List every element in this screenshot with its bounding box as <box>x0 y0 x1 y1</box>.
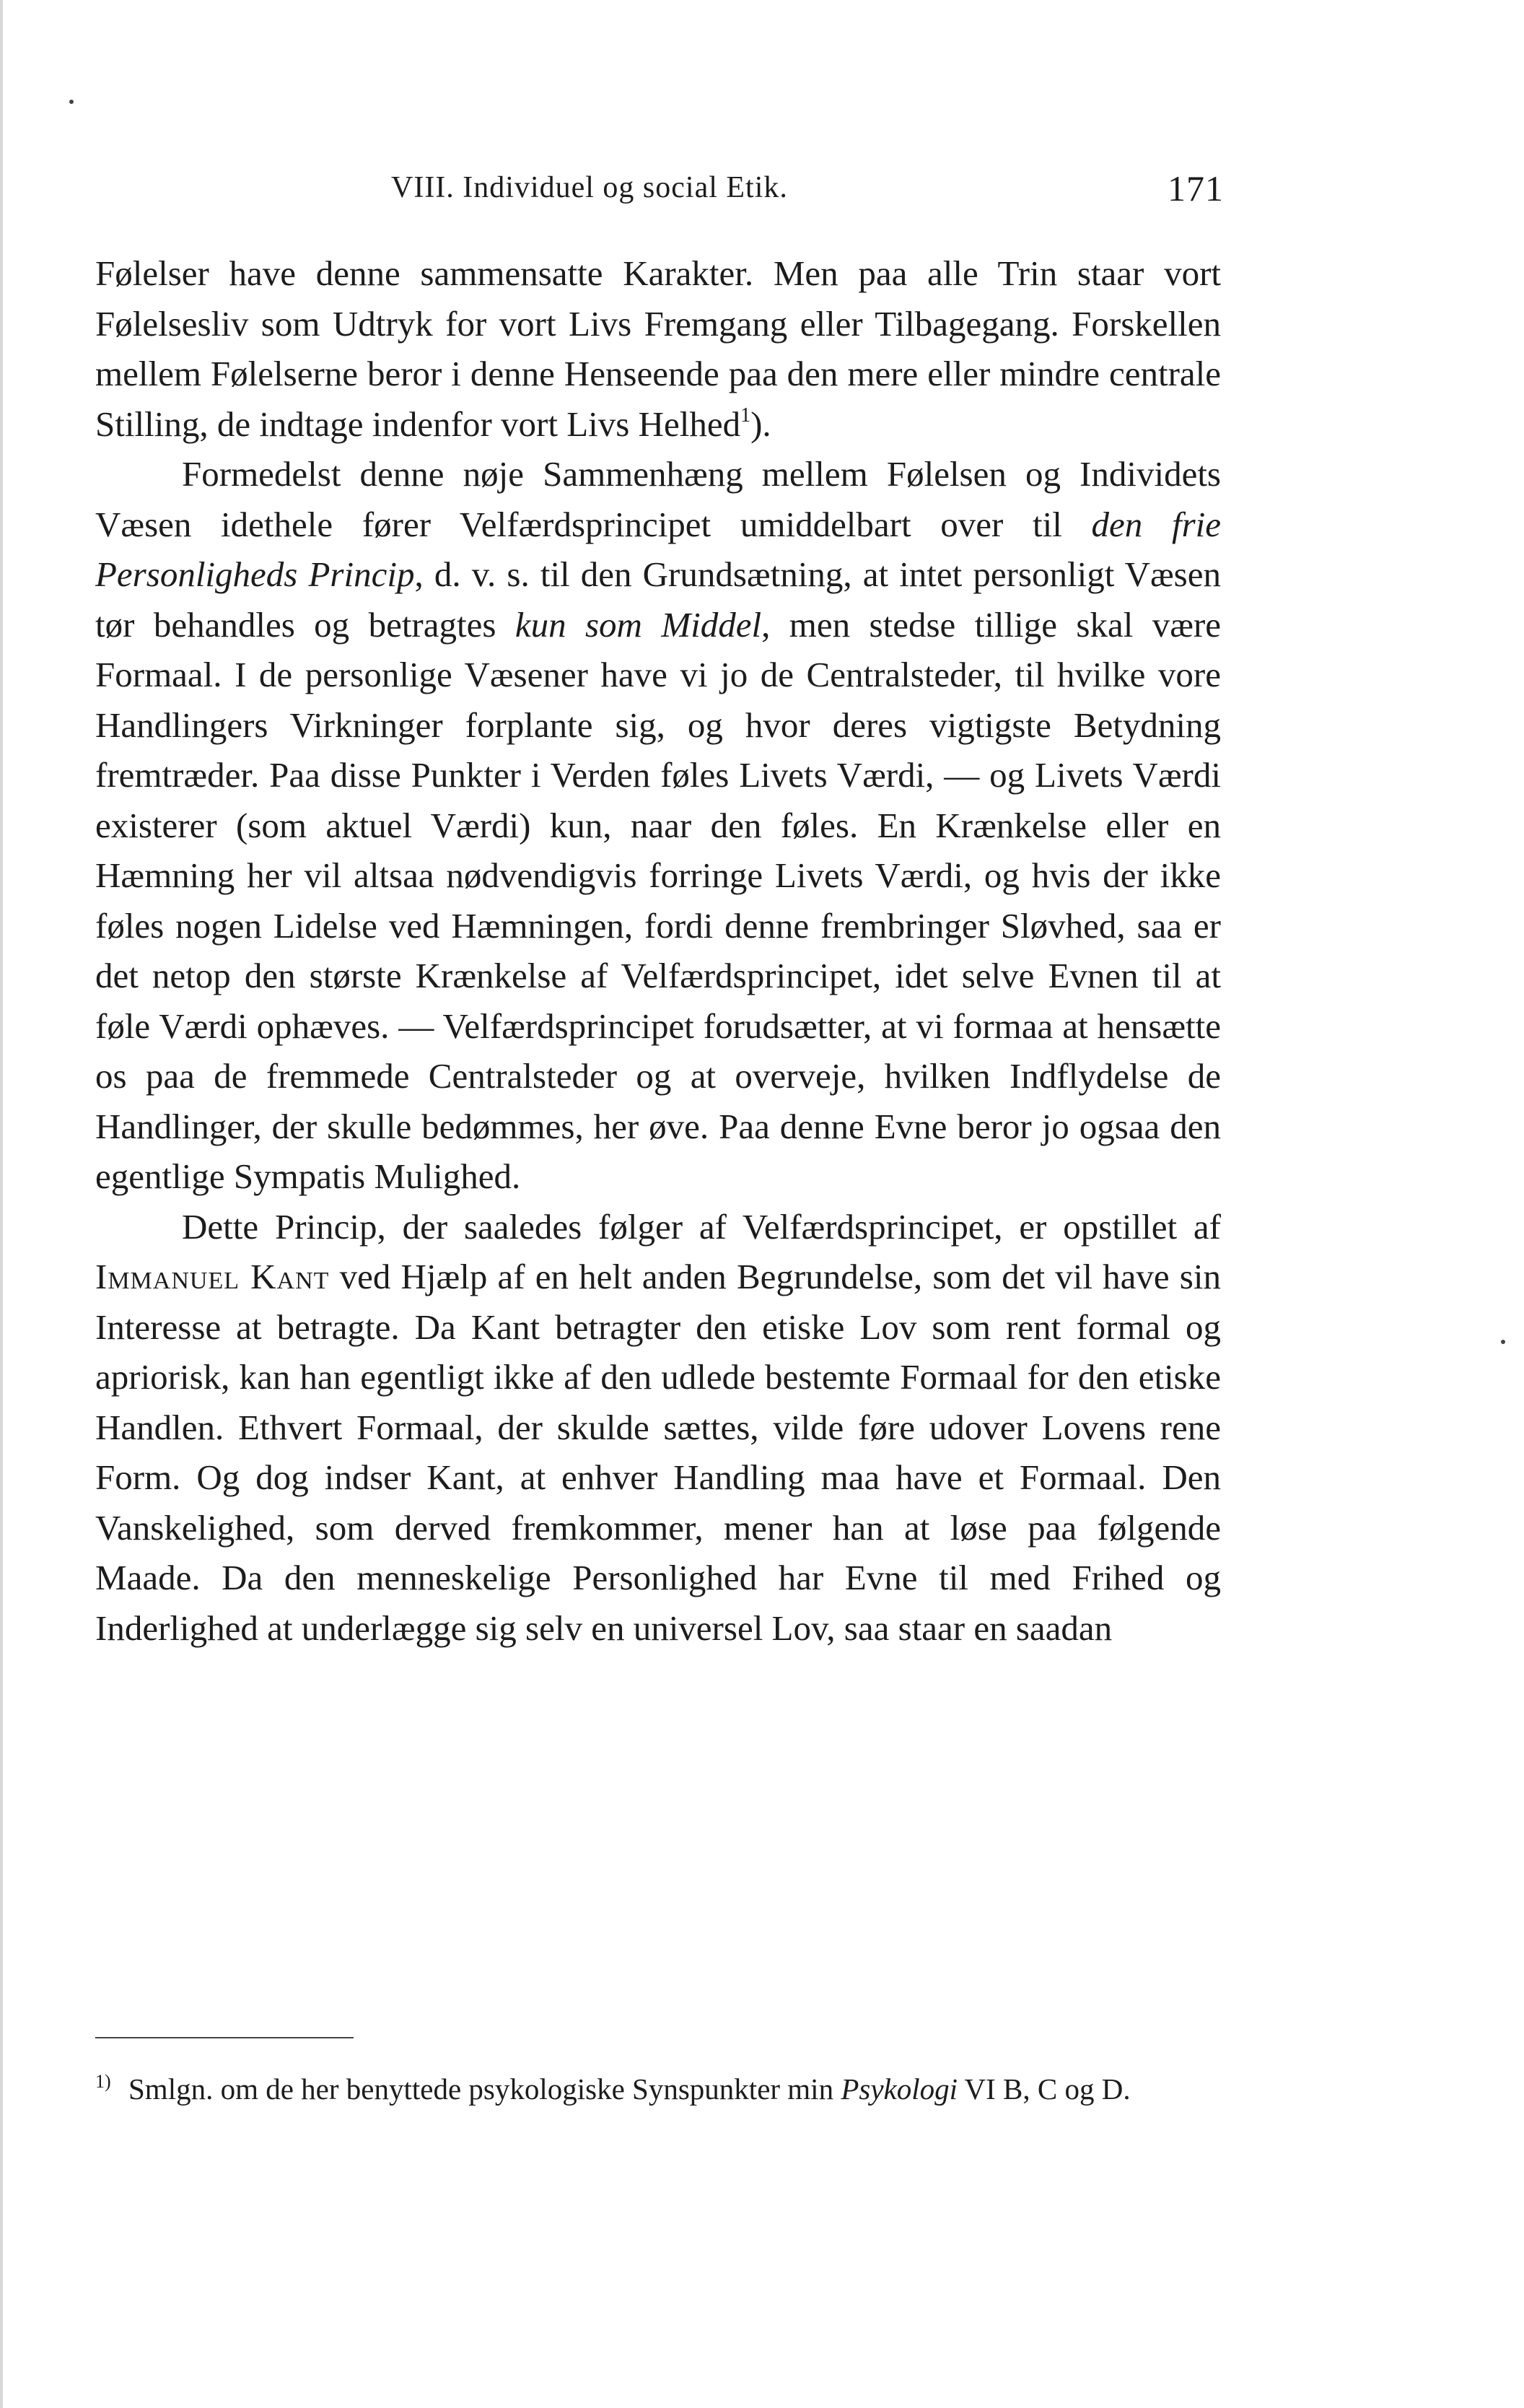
footnote <box>95 2070 1221 2108</box>
running-header <box>95 168 1224 218</box>
author-name-kant: Immanuel Kant <box>95 1257 330 1296</box>
footnote-divider <box>95 2037 354 2038</box>
paragraph-3-text-a: Dette Princip, der saaledes følger af Velfærdsprincipet, er opstillet af <box>182 1206 1221 1247</box>
paragraph-3-text-b: ved Hjælp af en helt anden Begrundelse, som det vil have sin Interesse at betragte. Da Kant betragter den etiske Lov som rent formal og apriorisk, kan han egentligt ikke af den udlede bestemte Formaal for den etiske Handlen. Ethvert Formaal, der skulde sættes, vilde føre udover Lovens rene Form. Og dog indser Kant, at enhver Handling maa have et Formaal. Den Vanskelighed, som derved fremkommer, mener han at løse paa følgende Maade. Da den menneskelige Personlighed har Evne til med Frihed og Inderlighed at underlægge sig selv en universel Lov, saa staar en saadan <box>95 1257 1221 1648</box>
paragraph-1-end: ). <box>750 403 771 444</box>
paragraph-2-text-a: Formedelst denne nøje Sammenhæng mellem Følelsen og Individets Væsen idethele fører Velfærdsprincipet umiddelbart over til <box>95 454 1221 544</box>
page-edge <box>0 0 3 2408</box>
paragraph-3 <box>95 1202 1221 1654</box>
paragraph-1-text: Følelser have denne sammensatte Karakter. Men paa alle Trin staar vort Følelsesliv som Udtryk for vort Livs Fremgang eller Tilbagegang. Forskellen mellem Følelserne beror i denne Henseende paa den mere eller mindre centrale Stilling, de indtage indenfor vort Livs Helhed <box>95 253 1221 444</box>
page-number: 171 <box>1168 168 1224 209</box>
running-title: VIII. Individuel og social Etik. <box>391 171 788 204</box>
book-page <box>95 168 1224 1653</box>
footnote-text-b: VI B, C og D. <box>958 2072 1131 2106</box>
emphasis-personality-principle: den frie Personligheds Princip <box>95 504 1221 594</box>
footnote-text-a: Smlgn. om de her benyttede psykologiske Synspunkter min <box>128 2072 841 2106</box>
footnote-book-title: Psykologi <box>841 2072 958 2106</box>
footnote-mark: 1) <box>95 2071 111 2092</box>
paper-speck <box>1501 1340 1505 1344</box>
paragraph-2-text-c: , men stedse tillige skal være Formaal. I de personlige Væsener have vi jo de Centralsteder, til hvilke vore Handlingers Virkninger forplante sig, og hvor deres vigtigste Betydning fremtræder. Paa disse Punkter i Verden føles Livets Værdi, — og Livets Værdi existerer (som aktuel Værdi) kun, naar den føles. En Krænkelse eller en Hæmning her vil altsaa nødvendigvis forringe Livets Værdi, og hvis der ikke føles nogen Lidelse ved Hæmningen, fordi denne frembringer Sløvhed, saa er det netop den største Krænkelse af Velfærdsprincipet, idet selve Evnen til at føle Værdi ophæves. — Velfærdsprincipet forudsætter, at vi formaa at hensætte os paa de fremmede Centralsteder og at overveje, hvilken Indflydelse de Handlinger, der skulle bedømmes, her øve. Paa denne Evne beror jo ogsaa den egentlige Sympatis Mulighed. <box>95 604 1222 1196</box>
paragraph-2 <box>95 449 1221 1202</box>
emphasis-only-as-means: kun som Middel <box>514 604 762 645</box>
body-text <box>95 248 1221 1653</box>
paper-speck <box>69 100 74 104</box>
paragraph-2-text-b: , d. v. s. til den Grundsætning, at intet personligt Væsen tør behandles og betragtes <box>95 554 1222 645</box>
footnote-reference[interactable]: 1 <box>740 403 751 427</box>
footnote-text <box>95 2070 1221 2108</box>
paragraph-1 <box>95 248 1221 449</box>
